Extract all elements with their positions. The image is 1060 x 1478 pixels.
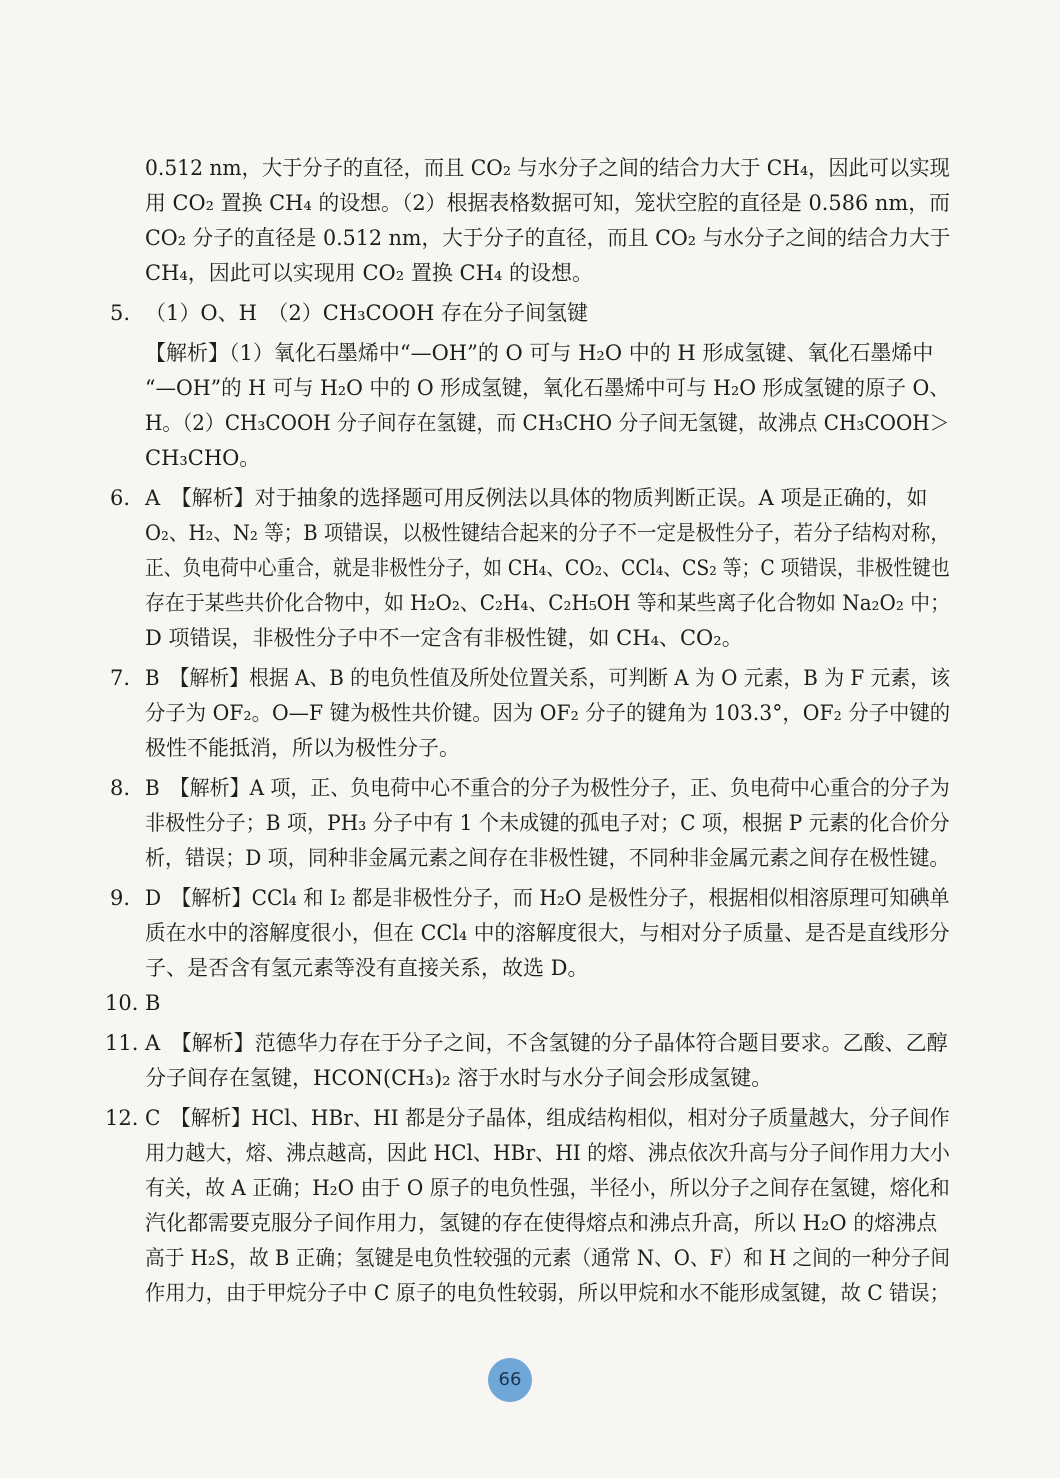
text-line: 0.512 nm，大于分子的直径，而且 CO₂ 与水分子之间的结合力大于 CH₄，因此可以实现 <box>145 156 950 180</box>
answer-line: （1）O、H （2）CH₃COOH 存在分子间氢键 <box>145 301 589 325</box>
text-line: 非极性分子；B 项，PH₃ 分子中有 1 个未成键的孤电子对；C 项，根据 P 元素的化合价分 <box>145 811 950 835</box>
text-line: 有关，故 A 正确；H₂O 由于 O 原子的电负性强，半径小，所以分子之间存在氢键，熔化和 <box>145 1176 950 1200</box>
item-number: 7. <box>110 666 131 690</box>
item-number: 11. <box>105 1031 139 1055</box>
text-line: A 【解析】范德华力存在于分子之间，不含氢键的分子晶体符合题目要求。乙酸、乙醇 <box>145 1031 948 1055</box>
text-line: 分子间存在氢键，HCON(CH₃)₂ 溶于水时与水分子间会形成氢键。 <box>145 1066 773 1090</box>
text-line: 质在水中的溶解度很小，但在 CCl₄ 中的溶解度很大，与相对分子质量、是否是直线形分 <box>145 921 950 945</box>
text-line: 分子为 OF₂。O—F 键为极性共价键。因为 OF₂ 分子的键角为 103.3°，OF₂ 分子中键的 <box>145 701 951 725</box>
text-line: D 【解析】CCl₄ 和 I₂ 都是非极性分子，而 H₂O 是极性分子，根据相似相溶原理可知碘单 <box>145 886 950 910</box>
item-number: 8. <box>110 776 131 800</box>
text-line: 用 CO₂ 置换 CH₄ 的设想。（2）根据表格数据可知，笼状空腔的直径是 0.586 nm，而 <box>145 191 951 215</box>
item-number: 9. <box>110 886 131 910</box>
item-number: 5. <box>110 301 131 325</box>
text-line: CO₂ 分子的直径是 0.512 nm，大于分子的直径，而且 CO₂ 与水分子之间的结合力大于 <box>145 226 951 250</box>
text-line: 【解析】（1）氧化石墨烯中“—OH”的 O 可与 H₂O 中的 H 形成氢键、氧化石墨烯中 <box>145 341 934 365</box>
text-line: 作用力，由于甲烷分子中 C 原子的电负性较弱，所以甲烷和水不能形成氢键，故 C 错误； <box>145 1281 950 1305</box>
text-line: B 【解析】A 项，正、负电荷中心不重合的分子为极性分子，正、负电荷中心重合的分子为 <box>145 776 950 800</box>
text-line: 子、是否含有氢元素等没有直接关系，故选 D。 <box>145 956 589 980</box>
text-line: H。（2）CH₃COOH 分子间存在氢键，而 CH₃CHO 分子间无氢键，故沸点 CH₃COOH＞ <box>145 411 950 435</box>
text-line: 汽化都需要克服分子间作用力，氢键的存在使得熔点和沸点升高，所以 H₂O 的熔沸点 <box>145 1211 938 1235</box>
text-line: 存在于某些共价化合物中，如 H₂O₂、C₂H₄、C₂H₅OH 等和某些离子化合物如 Na₂O₂ 中； <box>145 591 951 615</box>
text-line: CH₄，因此可以实现用 CO₂ 置换 CH₄ 的设想。 <box>145 261 594 285</box>
text-line: “—OH”的 H 可与 H₂O 中的 O 形成氢键，氧化石墨烯中可与 H₂O 形成氢键的原子 O、 <box>145 376 950 400</box>
text-line: 析，错误；D 项，同种非金属元素之间存在非极性键，不同种非金属元素之间存在极性键。 <box>145 846 950 870</box>
text-line: A 【解析】对于抽象的选择题可用反例法以具体的物质判断正误。A 项是正确的，如 <box>145 486 928 510</box>
text-line: D 项错误，非极性分子中不一定含有非极性键，如 CH₄、CO₂。 <box>145 626 743 650</box>
item-number: 6. <box>110 486 131 510</box>
text-line: C 【解析】HCl、HBr、HI 都是分子晶体，组成结构相似，相对分子质量越大，分子间作 <box>145 1106 950 1130</box>
item-number: 12. <box>105 1106 139 1130</box>
text-line: 用力越大，熔、沸点越高，因此 HCl、HBr、HI 的熔、沸点依次升高与分子间作用力大小 <box>145 1141 950 1165</box>
text-line: 高于 H₂S，故 B 正确；氢键是电负性较强的元素（通常 N、O、F）和 H 之间的一种分子间 <box>145 1246 951 1270</box>
answer-line: B <box>145 991 161 1015</box>
item-number: 10. <box>105 991 139 1015</box>
text-line: 极性不能抵消，所以为极性分子。 <box>145 736 460 760</box>
text-line: CH₃CHO。 <box>145 446 261 470</box>
text-line: 正、负电荷中心重合，就是非极性分子，如 CH₄、CO₂、CCl₄、CS₂ 等；C 项错误，非极性键也 <box>145 556 950 580</box>
text-line: O₂、H₂、N₂ 等；B 项错误，以极性键结合起来的分子不一定是极性分子，若分子结构对称， <box>145 521 950 545</box>
page-number-badge: 66 <box>488 1358 532 1402</box>
text-line: B 【解析】根据 A、B 的电负性值及所处位置关系，可判断 A 为 O 元素，B 为 F 元素，该 <box>145 666 950 690</box>
